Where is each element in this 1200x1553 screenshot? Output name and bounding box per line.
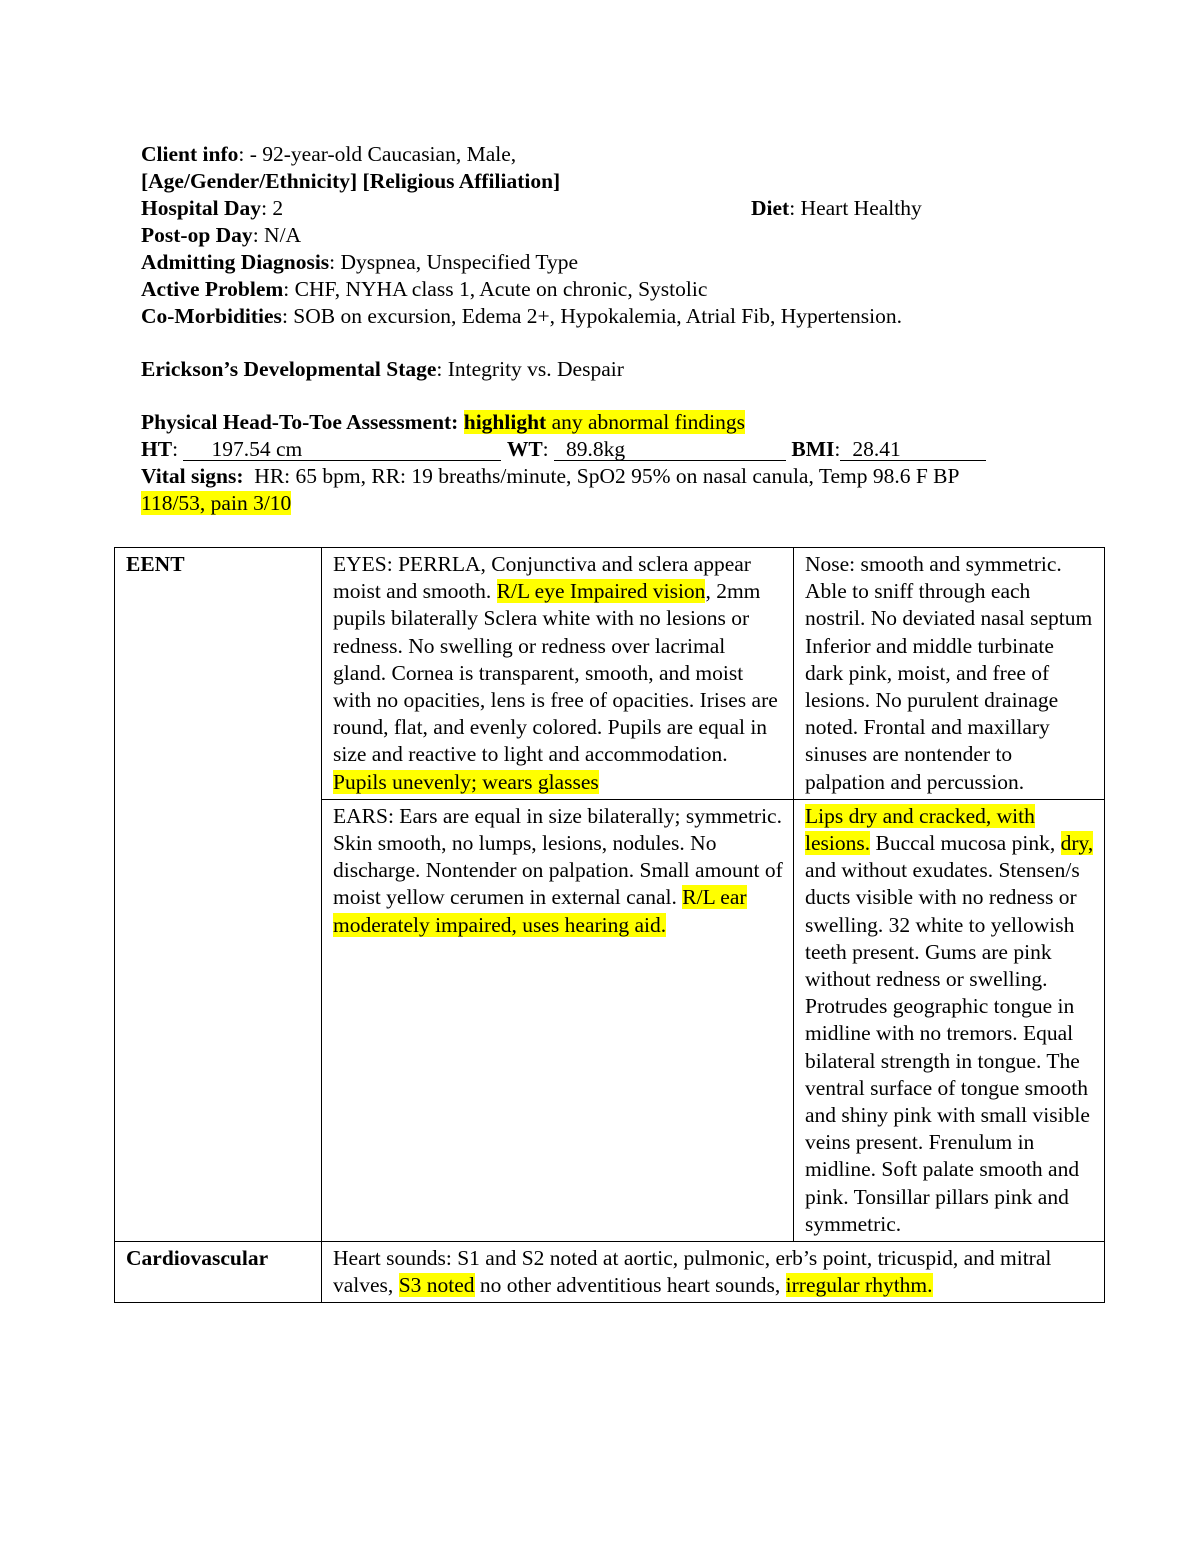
eyes-text-1: EYES: PERRLA, Conjunctiva and sclera appear moist and smooth.: [333, 552, 751, 604]
assessment-heading: [141, 409, 1101, 436]
vitals-highlight: 118/53, pain 3/10: [141, 491, 292, 515]
ears-highlight: R/L ear moderately impaired, uses hearing aid.: [333, 885, 747, 937]
assessment-highlight-word: highlight: [463, 410, 547, 434]
vitals-line: [141, 463, 1101, 490]
wt-label: WT: [506, 437, 543, 461]
eyes-text-2: , 2mm pupils bilaterally Sclera white with no lesions or redness. No swelling or redness over lacrimal gland. Cornea is transparent, smooth, and moist with no opacities, lens is free of opacities. Irises are round, flat, and evenly colored. Pupils are equal in size and reactive to light and accommodation.: [333, 579, 778, 767]
eyes-highlight-2: Pupils unevenly; wears glasses: [333, 769, 599, 794]
erickson-line: [141, 356, 1101, 383]
vitals-value: HR: 65 bpm, RR: 19 breaths/minute, SpO2 95% on nasal canula, Temp 98.6 F BP: [254, 464, 960, 488]
table-row: [115, 1242, 1105, 1303]
active-problem-label: Active Problem: [141, 277, 284, 301]
client-header: [141, 141, 1101, 517]
client-info-value: : - 92-year-old Caucasian, Male,: [238, 142, 517, 166]
mouth-cell: [794, 799, 1105, 1241]
ht-label: HT: [141, 437, 173, 461]
age-gender-ethnicity-label: [Age/Gender/Ethnicity] [Religious Affiliation]: [141, 169, 561, 193]
ears-cell: [322, 799, 794, 1241]
cardio-highlight-2: irregular rhythm.: [785, 1273, 933, 1298]
bmi-label: BMI: [791, 437, 835, 461]
diet-label: Diet: [751, 196, 790, 220]
diet-field: [751, 195, 922, 222]
admitting-label: Admitting Diagnosis: [141, 250, 330, 274]
assessment-instruction: [464, 410, 745, 434]
cardio-cell: [322, 1242, 1105, 1303]
ears-text-1: EARS: Ears are equal in size bilaterally; symmetric. Skin smooth, no lumps, lesions, nodules. No discharge. Nontender on palpation. Small amount of moist yellow cerumen in external canal.: [333, 803, 783, 910]
assessment-label: Physical Head-To-Toe Assessment:: [141, 410, 459, 434]
cardio-text-2: no other adventitious heart sounds,: [474, 1273, 786, 1298]
eyes-highlight-1: R/L eye Impaired vision: [496, 579, 706, 604]
erickson-value: : Integrity vs. Despair: [436, 357, 624, 381]
mouth-highlight-2: dry,: [1060, 831, 1094, 856]
measurements-line: HT: 197.54 cm WT: 89.8kg BMI: 28.41: [141, 436, 1101, 463]
active-problem-value: : CHF, NYHA class 1, Acute on chronic, Systolic: [283, 277, 708, 301]
vitals-label: Vital signs:: [141, 464, 244, 488]
comorbidities-label: Co-Morbidities: [141, 304, 282, 328]
table-row: [115, 548, 1105, 800]
bmi-value: 28.41: [840, 438, 986, 461]
mouth-text-1: Buccal mucosa pink,: [870, 831, 1061, 856]
eent-label-cell: EENT: [115, 548, 322, 1242]
active-problem-line: [141, 276, 1101, 303]
admitting-value: : Dyspnea, Unspecified Type: [329, 250, 579, 274]
erickson-label: Erickson’s Developmental Stage: [141, 357, 437, 381]
comorbidities-line: [141, 303, 1101, 330]
cardio-highlight-1: S3 noted: [398, 1273, 475, 1298]
wt-value: 89.8kg: [554, 438, 786, 461]
client-info-label: Client info: [141, 142, 239, 166]
hospital-day-line: [141, 195, 1101, 222]
admitting-line: [141, 249, 1101, 276]
nose-cell: Nose: smooth and symmetric. Able to sniff through each nostril. No deviated nasal septum Inferior and middle turbinate dark pink, moist, and free of lesions. No purulent drainage noted. Frontal and maxillary sinuses are nontender to palpation and percussion.: [794, 548, 1105, 800]
diet-value: : Heart Healthy: [789, 196, 922, 220]
mouth-highlight-1: Lips dry and cracked, with lesions.: [805, 803, 1035, 856]
hospital-day-value: : 2: [261, 196, 284, 220]
assessment-instruction-rest: any abnormal findings: [546, 410, 746, 434]
cardio-text-1: Heart sounds: S1 and S2 noted at aortic, pulmonic, erb’s point, tricuspid, and mitral valves,: [333, 1246, 1052, 1298]
postop-value: : N/A: [252, 223, 302, 247]
vitals-line-2: [141, 490, 1101, 517]
age-line: [141, 168, 1101, 195]
assessment-table: [114, 547, 1105, 1303]
ht-value: 197.54 cm: [183, 438, 501, 461]
postop-line: [141, 222, 1101, 249]
cardio-label-cell: Cardiovascular: [115, 1242, 322, 1303]
mouth-text-2: and without exudates. Stensen/s ducts visible with no redness or swelling. 32 white to yellowish teeth present. Gums are pink without redness or swelling. Protrudes geographic tongue in midline with no tremors. Equal bilateral strength in tongue. The ventral surface of tongue smooth and shiny pink with small visible veins present. Frenulum in midline. Soft palate smooth and pink. Tonsillar pillars pink and symmetric.: [805, 858, 1090, 1236]
eyes-cell: [322, 548, 794, 800]
postop-label: Post-op Day: [141, 223, 253, 247]
client-info-line: [141, 141, 1101, 168]
hospital-day-label: Hospital Day: [141, 196, 262, 220]
comorbidities-value: : SOB on excursion, Edema 2+, Hypokalemia, Atrial Fib, Hypertension.: [281, 304, 902, 328]
